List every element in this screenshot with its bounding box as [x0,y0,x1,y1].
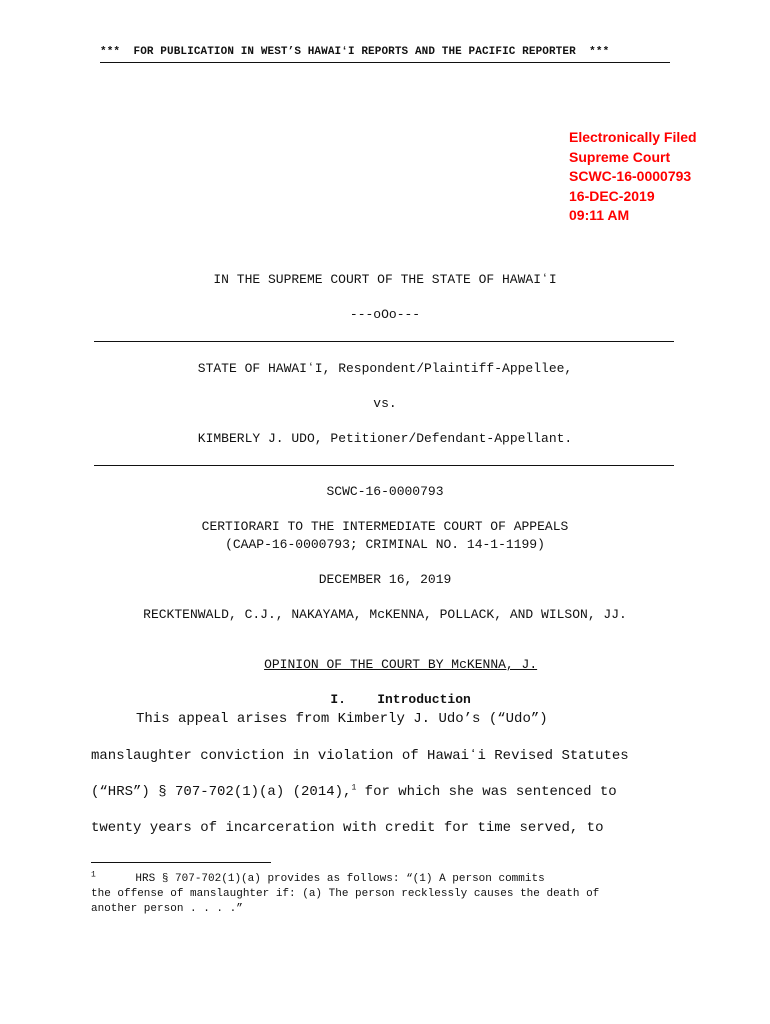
footnote [91,872,681,917]
case-number: SCWC-16-0000793 [326,484,444,499]
versus: vs. [373,396,397,411]
footnote-reference[interactable]: 1 [351,783,357,793]
caption-rule-top [94,341,674,342]
body-line-3-start: (“HRS”) § 707-702(1)(a) (2014), [91,784,352,800]
decision-date: DECEMBER 16, 2019 [318,572,452,587]
publication-header: *** FOR PUBLICATION IN WEST’S HAWAIʻI REPORTS AND THE PACIFIC REPORTER *** [100,46,610,58]
footnote-marker: 1 [91,870,96,880]
filing-stamp [569,128,697,226]
body-line-3 [91,784,617,800]
stamp-line-case: SCWC-16-0000793 [569,168,692,184]
opinion-author-text: OPINION OF THE COURT BY McKENNA, J. [264,657,538,672]
body-line-1: This appeal arises from Kimberly J. Udo’s (“Udo”) [136,711,548,727]
header-rule [100,62,670,63]
party-petitioner: KIMBERLY J. UDO, Petitioner/Defendant-Appellant. [197,431,573,446]
footnote-text-1: HRS § 707-702(1)(a) provides as follows: “(1) A person commits [135,873,545,885]
section-title: Introduction [377,692,471,707]
footnote-rule [91,862,271,863]
stamp-line-filed: Electronically Filed [569,129,697,145]
lower-case-numbers: (CAAP-16-0000793; CRIMINAL NO. 14-1-1199) [225,537,545,552]
stamp-line-court: Supreme Court [569,148,671,165]
caption-rule-bottom [94,465,674,466]
body-line-3-end: for which she was sentenced to [356,784,617,800]
justices-line: RECKTENWALD, C.J., NAKAYAMA, McKENNA, POLLACK, AND WILSON, JJ. [143,607,627,622]
court-name: IN THE SUPREME COURT OF THE STATE OF HAWAIʻI [213,272,557,287]
footnote-line-2: the offense of manslaughter if: (a) The person recklessly causes the death of [91,888,600,900]
footnote-line-1 [91,872,681,887]
ornament: ---oOo--- [349,307,421,322]
body-line-4: twenty years of incarceration with credit for time served, to [91,820,604,836]
certiorari-line: CERTIORARI TO THE INTERMEDIATE COURT OF APPEALS [201,519,569,534]
party-respondent: STATE OF HAWAIʻI, Respondent/Plaintiff-Appellee, [197,361,573,376]
body-line-2: manslaughter conviction in violation of Hawaiʻi Revised Statutes [91,748,629,764]
stamp-line-date: 16-DEC-2019 [569,187,655,204]
stamp-line-time: 09:11 AM [569,207,630,223]
footnote-line-3: another person . . . .” [91,903,243,915]
section-number: I. [330,692,346,707]
